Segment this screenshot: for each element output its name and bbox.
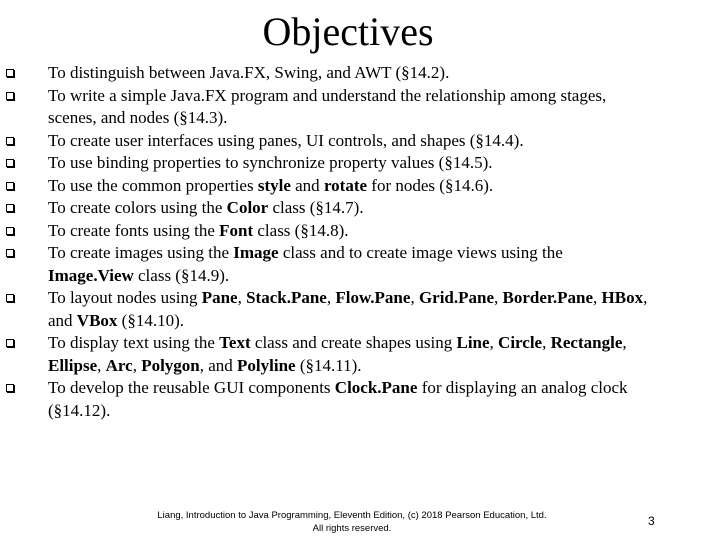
code-term: Rectangle: [550, 333, 623, 352]
objective-line: [48, 355, 708, 378]
square-bullet-icon: [6, 92, 14, 100]
code-term: Border.Pane: [502, 288, 594, 307]
objective-text: [48, 85, 708, 130]
text-run: (§14.11).: [295, 355, 362, 375]
objective-line: [48, 152, 708, 175]
objective-text: [48, 287, 708, 332]
text-run: ,: [410, 288, 419, 307]
text-run: ,: [489, 333, 499, 352]
objective-line: [48, 197, 708, 220]
footer-line-2: All rights reserved.: [312, 523, 392, 534]
square-bullet-icon: [6, 294, 14, 302]
text-run: scenes, and nodes (§14.3).: [48, 108, 228, 127]
objective-line: [48, 220, 708, 243]
code-term: Arc: [105, 355, 133, 375]
text-run: class (§14.9).: [133, 265, 230, 285]
objective-text: [48, 197, 708, 220]
objective-text: [48, 62, 708, 85]
text-run: To create user interfaces using panes, UI controls, and shapes (§14.4).: [48, 130, 524, 150]
page-number: 3: [648, 514, 655, 528]
objective-text: [48, 377, 708, 422]
slide-title: Objectives: [262, 9, 434, 54]
objective-line: [48, 85, 708, 108]
code-term: Color: [226, 198, 269, 217]
text-run: ,: [643, 288, 648, 307]
square-bullet-icon: [6, 384, 14, 392]
code-term: Text: [219, 333, 251, 352]
objective-line: [48, 130, 708, 153]
text-run: ,: [494, 288, 503, 307]
code-term: Circle: [498, 333, 543, 352]
code-term: style: [257, 175, 291, 195]
objective-line: [48, 107, 708, 130]
text-run: To layout nodes using: [48, 288, 202, 307]
text-run: (§14.12).: [48, 400, 111, 420]
code-term: Image.View: [48, 265, 134, 285]
text-run: To create colors using the: [48, 198, 227, 217]
objective-line: [48, 332, 708, 355]
code-term: Grid.Pane: [418, 288, 495, 307]
objective-line: [48, 377, 708, 400]
code-term: Flow.Pane: [335, 288, 411, 307]
text-run: To use binding properties to synchronize property values (§14.5).: [48, 153, 493, 172]
objective-text: [48, 130, 708, 153]
code-term: VBox: [76, 310, 118, 330]
objective-line: [48, 62, 708, 85]
square-bullet-icon: [6, 339, 14, 347]
footer-line-1: Liang, Introduction to Java Programming, Eleventh Edition, (c) 2018 Pearson Education, Ltd.: [157, 510, 547, 521]
text-run: class (§14.7).: [268, 198, 364, 217]
text-run: ,: [326, 288, 336, 307]
square-bullet-icon: [6, 69, 14, 77]
code-term: Image: [233, 243, 279, 262]
text-run: class and create shapes using: [250, 333, 457, 352]
code-term: Polygon: [141, 355, 200, 375]
code-term: Pane: [201, 288, 238, 307]
text-run: ,: [132, 355, 142, 375]
objective-text: [48, 220, 708, 243]
code-term: Ellipse: [48, 355, 98, 375]
text-run: To use the common properties: [48, 175, 258, 195]
code-term: Font: [219, 220, 254, 240]
square-bullet-icon: [6, 137, 14, 145]
square-bullet-icon: [6, 204, 14, 212]
text-run: To distinguish between Java.FX, Swing, and AWT (§14.2).: [48, 63, 450, 82]
square-bullet-icon: [6, 159, 14, 167]
objective-line: [48, 287, 708, 310]
footer-copyright: [120, 509, 584, 535]
text-run: class and to create image views using the: [278, 243, 563, 262]
objective-line: [48, 242, 708, 265]
text-run: and: [290, 175, 324, 195]
code-term: Line: [456, 333, 490, 352]
objective-text: [48, 332, 708, 377]
objective-line: [48, 175, 708, 198]
text-run: ,: [622, 333, 627, 352]
text-run: To create fonts using the: [48, 220, 220, 240]
text-run: for displaying an analog clock: [417, 378, 628, 397]
text-run: To create images using the: [48, 243, 234, 262]
square-bullet-icon: [6, 227, 14, 235]
text-run: ,: [542, 333, 551, 352]
text-run: , and: [199, 355, 238, 375]
code-term: HBox: [601, 288, 644, 307]
square-bullet-icon: [6, 182, 14, 190]
text-run: ,: [237, 288, 247, 307]
objective-line: [48, 265, 708, 288]
code-term: Clock.Pane: [334, 378, 418, 397]
objective-line: [48, 310, 708, 333]
text-run: ,: [97, 355, 106, 375]
text-run: and: [48, 310, 77, 330]
text-run: To develop the reusable GUI components: [48, 378, 335, 397]
text-run: ,: [593, 288, 602, 307]
code-term: Stack.Pane: [246, 288, 327, 307]
code-term: rotate: [323, 175, 368, 195]
objective-text: [48, 175, 708, 198]
objective-text: [48, 242, 708, 287]
text-run: class (§14.8).: [253, 220, 349, 240]
text-run: To write a simple Java.FX program and understand the relationship among stages,: [48, 85, 607, 105]
text-run: (§14.10).: [117, 310, 184, 330]
objective-text: [48, 152, 708, 175]
text-run: To display text using the: [48, 333, 220, 352]
square-bullet-icon: [6, 249, 14, 257]
text-run: for nodes (§14.6).: [367, 175, 494, 195]
code-term: Polyline: [237, 355, 296, 375]
objective-line: [48, 400, 708, 423]
